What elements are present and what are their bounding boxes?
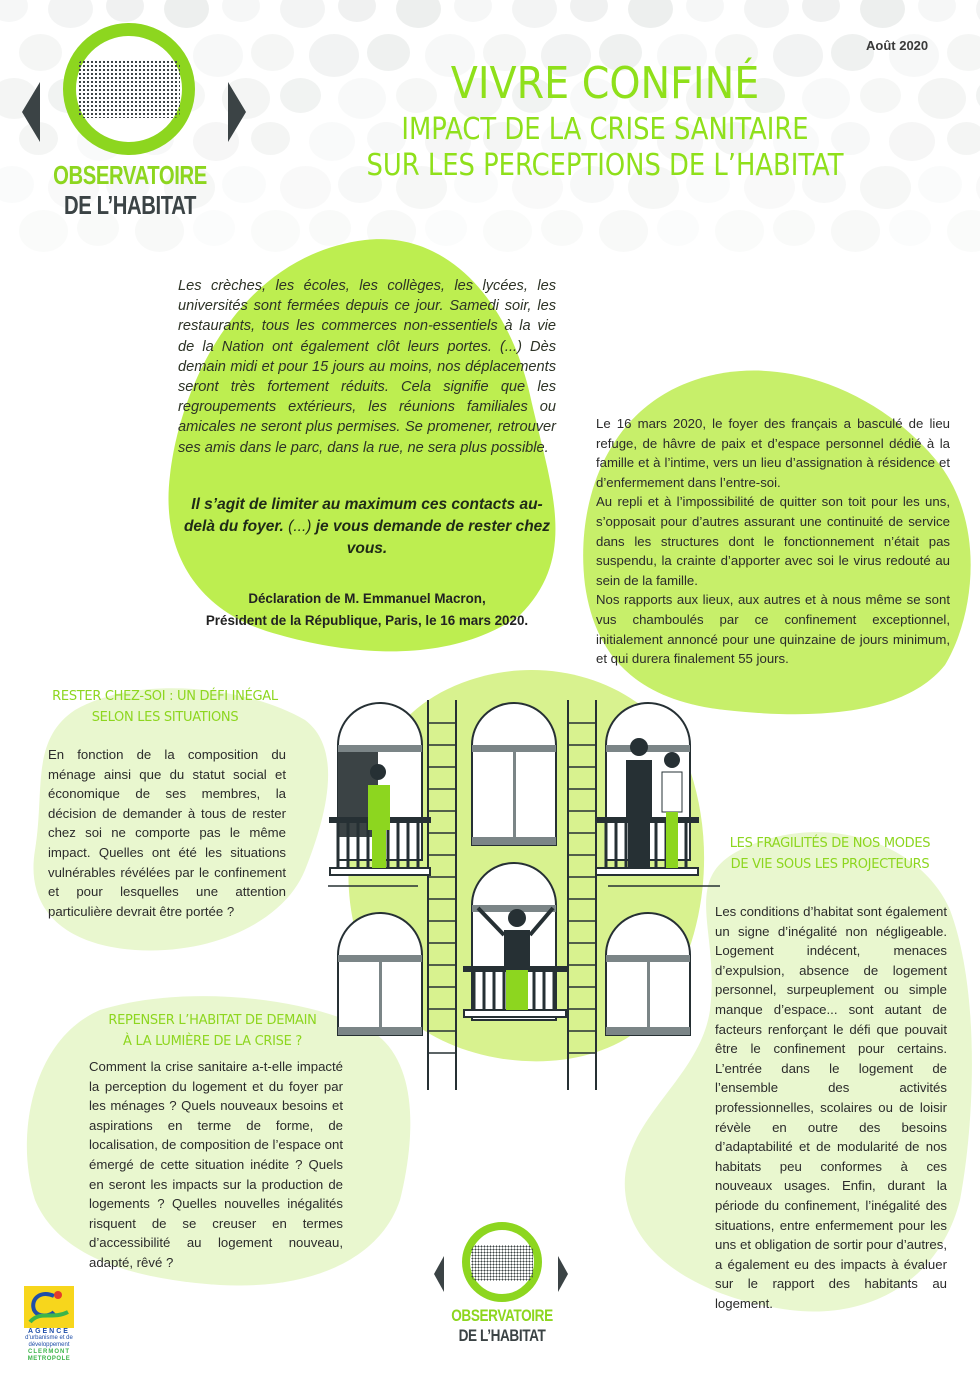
section-heading-line: REPENSER L’HABITAT DE DEMAIN — [108, 1013, 317, 1028]
section-heading-repenser — [90, 1010, 335, 1052]
agence-line: CLERMONT — [28, 1349, 70, 1355]
quote-ellipsis: (...) — [283, 518, 316, 535]
agence-line: d’urbanisme et de — [25, 1335, 73, 1341]
agence-logo-mark-icon — [24, 1286, 74, 1328]
page-title: VIVRE CONFINÉ — [450, 58, 760, 109]
quote-emphasis-part2: je vous demande de rester chez vous. — [315, 518, 551, 557]
logo-h-dotgrid-icon — [471, 1245, 533, 1281]
chevron-left-icon — [434, 1256, 444, 1292]
section-body-repenser: Comment la crise sanitaire a-t-elle impacté la perception du logement et du foyer par les ménages ? Quels nouveaux besoins et aspirations en terme de forme, de localisation, de composition de l’espace ont émergé de cette situation inédite ? Quels en seront les impacts sur la production de logements ? Quelles nouvelles inégalités risquent de se creuser en termes d’accessibilité au logement nouveau, adapté, rêvé ? — [89, 1059, 343, 1270]
chevron-right-icon — [228, 82, 246, 142]
chevron-right-icon — [558, 1256, 568, 1292]
quote-emphasis — [178, 494, 556, 560]
chevron-left-icon — [22, 82, 40, 142]
observatoire-logo-top — [18, 20, 248, 220]
agence-line: METROPOLE — [27, 1356, 71, 1362]
quote-emphasis-part1: Il s’agit de limiter au maximum ces contacts au-delà du foyer. — [183, 496, 543, 535]
section-heading-line: RESTER CHEZ-SOI : UN DÉFI INÉGAL — [52, 689, 278, 704]
agence-line: AGENCE — [28, 1328, 70, 1335]
intro-text — [596, 414, 950, 669]
section-heading-line: À LA LUMIÈRE DE LA CRISE ? — [123, 1034, 302, 1049]
section-heading-line: LES FRAGILITÉS DE NOS MODES — [729, 836, 931, 851]
publication-date: Août 2020 — [866, 38, 929, 53]
intro-paragraph: Au repli et à l’impossibilité de quitter son toit pour les uns, s’opposait pour d’autres assurant une continuité de service dans les structures dont le fonctionnement n’était pas suspendu, la crainte d’apporter avec soi le virus redouté au sein de la famille. — [596, 494, 950, 588]
page-subtitle-line2: SUR LES PERCEPTIONS DE L’HABITAT — [366, 148, 844, 183]
attribution-line2: Président de la République, Paris, le 16 mars 2020. — [205, 613, 529, 628]
quote-attribution — [178, 588, 556, 632]
logo-h-dotgrid-icon — [78, 60, 180, 118]
section-heading-rester-chez-soi — [30, 686, 300, 728]
presidential-quote: Les crèches, les écoles, les collèges, les lycées, les universités sont fermées depuis ce jour. Samedi soir, les restaurants, tous les commerces non-essentiels à la vie de la Nation ont également clôt leurs portes. (...) Dès demain midi et pour 15 jours au moins, nos déplacements seront très fortement réduits. Cela signifie que les regroupements extérieurs, les réunions familiales ou amicales ne seront plus permises. Se promener, retrouver ses amis dans le parc, dans la rue, ne sera plus possible. — [178, 278, 556, 456]
agence-clermont-logo — [24, 1286, 74, 1363]
section-body-fragilites: Les conditions d’habitat sont également un signe d’inégalité non négligeable. Logement indécent, menaces d’expulsion, absence de logement personnel, surpeuplement ou simple manque d’espace... sont autant de facteurs renforçant le défi que pouvait être le confinement pour certains. L’entrée dans le logement de l’ensemble des activités professionnelles, scolaires ou de loisir révèle en outre des besoins d’adaptabilité et de modularité de nos habitats peu conformes à ces nouveaux usages. Enfin, durant la période du confinement, l’inégalité des situations, entre enfermement pour les uns et obligation de sortir pour d’autres, a également eu des impacts à évaluer sur le rapport des habitants au logement. — [715, 904, 947, 1311]
observatoire-logo-bottom — [432, 1218, 572, 1358]
logo-subtitle: DE L’HABITAT — [458, 1326, 546, 1345]
logo-title: OBSERVATOIRE — [53, 160, 207, 190]
logo-title: OBSERVATOIRE — [451, 1306, 553, 1325]
logo-subtitle: DE L’HABITAT — [63, 190, 197, 220]
intro-paragraph: Le 16 mars 2020, le foyer des français a basculé de lieu refuge, de hâvre de paix et d’espace personnel dédié à la famille et à l’intime, vers un lieu d’assignation à résidence et d’enfermement dans l’entre-soi. — [596, 416, 950, 490]
agence-line: développement — [28, 1342, 70, 1348]
attribution-line1: Déclaration de M. Emmanuel Macron, — [248, 591, 486, 606]
section-heading-line: DE VIE SOUS LES PROJECTEURS — [730, 857, 930, 872]
section-heading-line: SELON LES SITUATIONS — [91, 710, 239, 725]
building-illustration — [328, 690, 720, 1090]
section-body-rester-chez-soi: En fonction de la composition du ménage ainsi que du statut social et économique de ses membres, la décision de demander à tous de rester chez soi ne comporte pas le même impact. Quelles ont été les situations vulnérables révélées par le confinement et pour lesquelles une attention particulière devrait être portée ? — [48, 747, 286, 919]
page-subtitle-line1: IMPACT DE LA CRISE SANITAIRE — [401, 112, 809, 147]
intro-paragraph: Nos rapports aux lieux, aux autres et à nous même se sont vus chamboulés par ce confinement exceptionnel, initialement annoncé pour une quinzaine de jours minimum, et qui durera finalement 55 jours. — [596, 592, 950, 667]
section-heading-fragilites — [700, 833, 960, 875]
